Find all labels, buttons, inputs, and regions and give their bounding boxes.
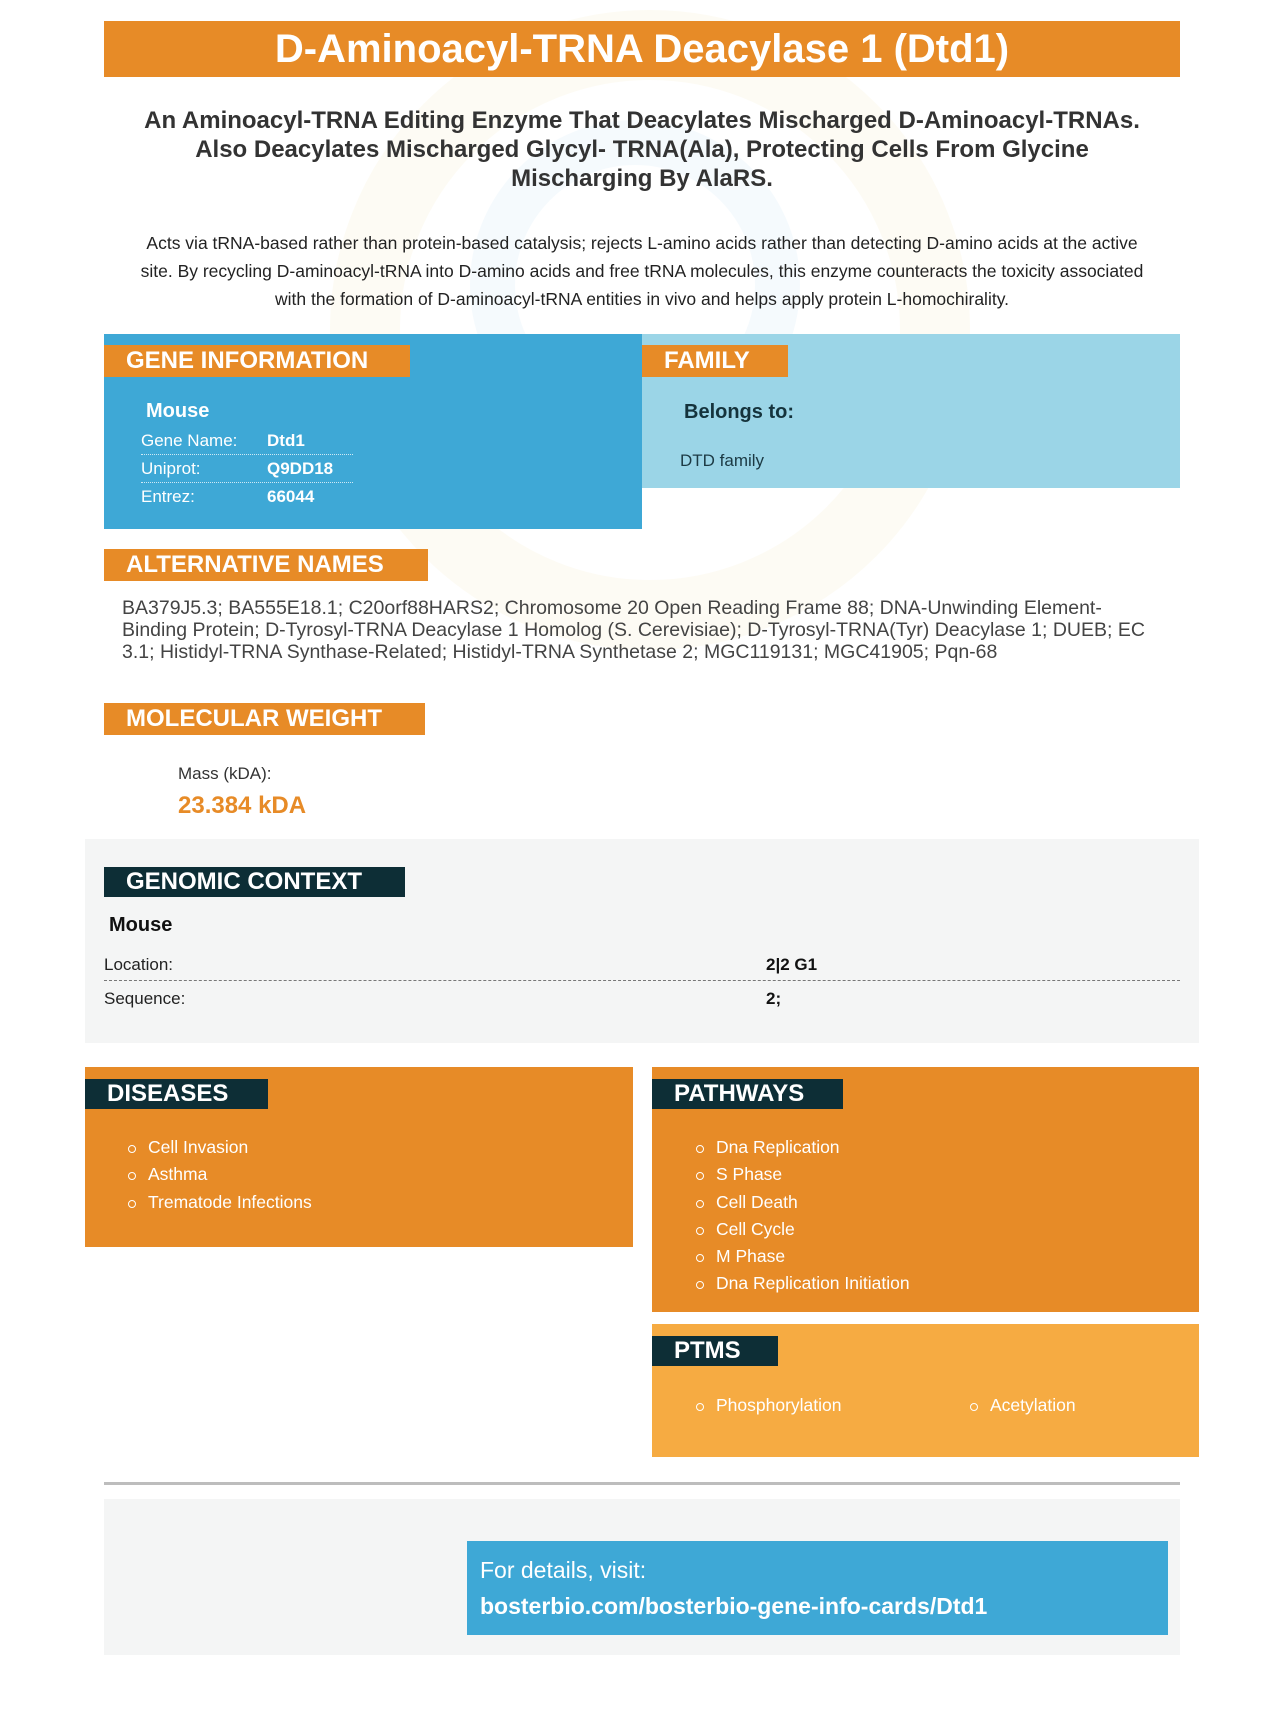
pathway-item: Dna Replication Initiation <box>696 1270 910 1297</box>
pathway-item: Cell Cycle <box>696 1216 910 1243</box>
ptm-item: Phosphorylation <box>696 1392 842 1419</box>
uniprot-value: Q9DD18 <box>267 459 334 478</box>
alternative-names-text: BA379J5.3; BA555E18.1; C20orf88HARS2; Chromosome 20 Open Reading Frame 88; DNA-Unwinding Element-Binding Protein; D-Tyrosyl-TRNA Deacylase 1 Homolog (S. Cerevisiae); D-Tyrosyl-TRNA(Tyr) Deacylase 1; DUEB; EC 3.1; Histidyl-TRNA Synthase-Related; Histidyl-TRNA Synthetase 2; MGC119131; MGC41905; Pqn-68 <box>122 597 1145 663</box>
location-value: 2|2 G1 <box>766 955 818 974</box>
uniprot-key: Uniprot: <box>141 459 201 478</box>
details-prompt: For details, visit: <box>480 1557 647 1583</box>
pathway-item: Dna Replication <box>696 1134 910 1161</box>
sequence-value: 2; <box>766 989 782 1008</box>
molecular-weight-heading: MOLECULAR WEIGHT <box>104 703 425 735</box>
location-row <box>104 949 1180 981</box>
pathways-list <box>696 1134 910 1298</box>
footer-divider <box>104 1482 1180 1485</box>
disease-item: Asthma <box>128 1161 312 1188</box>
gene-name-value: Dtd1 <box>267 431 305 450</box>
genomic-context-heading: GENOMIC CONTEXT <box>104 867 405 897</box>
diseases-heading: DISEASES <box>85 1079 268 1109</box>
gene-name-row <box>141 427 353 455</box>
details-link[interactable]: bosterbio.com/bosterbio-gene-info-cards/Dtd1 <box>480 1593 988 1619</box>
function-description: Acts via tRNA-based rather than protein-based catalysis; rejects L-amino acids rather than detecting D-amino acids at the active site. By recycling D-aminoacyl-tRNA into D-amino acids and free tRNA molecules, this enzyme counteracts the toxicity associated with the formation of D-aminoacyl-tRNA entities in vivo and helps apply protein L-homochirality. <box>140 233 1144 309</box>
ptms-heading: PTMS <box>652 1336 778 1366</box>
gene-info-species: Mouse <box>146 400 210 422</box>
pathway-item: Cell Death <box>696 1189 910 1216</box>
entrez-row <box>141 483 353 511</box>
sequence-key: Sequence: <box>104 989 186 1008</box>
alternative-names-heading: ALTERNATIVE NAMES <box>104 549 428 581</box>
pathway-item: S Phase <box>696 1161 910 1188</box>
diseases-list <box>128 1134 312 1216</box>
family-value: DTD family <box>680 451 765 470</box>
gene-name-key: Gene Name: <box>141 431 238 450</box>
family-heading: FAMILY <box>642 345 788 377</box>
ptm-item: Acetylation <box>970 1392 1076 1419</box>
location-key: Location: <box>104 955 173 974</box>
details-link-box[interactable] <box>467 1541 1168 1635</box>
family-belongs-label: Belongs to: <box>684 401 794 423</box>
disease-item: Trematode Infections <box>128 1189 312 1216</box>
pathways-heading: PATHWAYS <box>652 1079 843 1109</box>
disease-item: Cell Invasion <box>128 1134 312 1161</box>
pathway-item: M Phase <box>696 1243 910 1270</box>
mass-value: 23.384 kDA <box>178 792 307 819</box>
entrez-key: Entrez: <box>141 487 195 506</box>
page-title: D-Aminoacyl-TRNA Deacylase 1 (Dtd1) <box>104 21 1180 77</box>
uniprot-row <box>141 455 353 483</box>
page-subtitle: An Aminoacyl-TRNA Editing Enzyme That Deacylates Mischarged D-Aminoacyl-TRNAs. Also Deacylates Mischarged Glycyl- TRNA(Ala), Protecting Cells From Glycine Mischarging By AlaRS. <box>144 107 1140 192</box>
entrez-value: 66044 <box>267 487 315 506</box>
gene-information-heading: GENE INFORMATION <box>104 345 410 377</box>
sequence-row <box>104 983 1180 1015</box>
genomic-context-species: Mouse <box>109 914 173 936</box>
mass-label: Mass (kDA): <box>178 764 272 783</box>
